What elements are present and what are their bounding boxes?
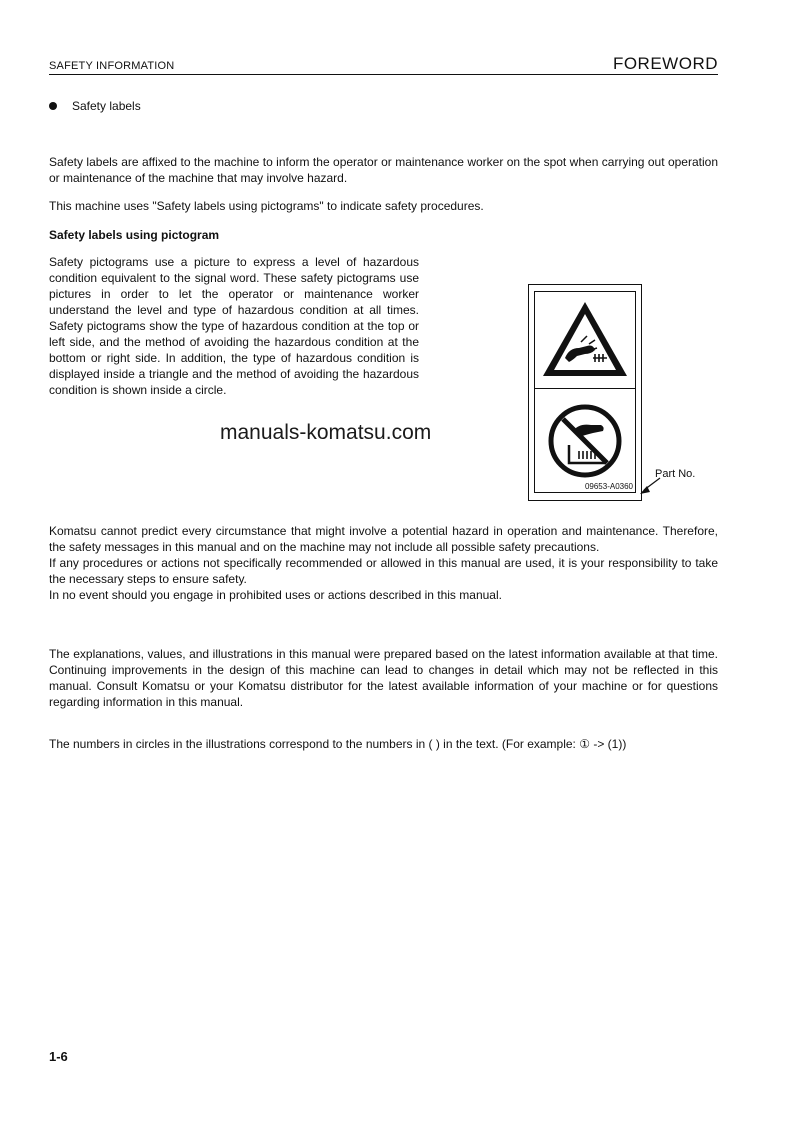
explanations-paragraph — [49, 646, 718, 710]
part-no-callout: Part No. — [655, 468, 696, 480]
disclaimer-text-2: If any procedures or actions not specifically recommended or allowed in this manual are used, it is your responsibility to take the necessary steps to ensure safety. — [49, 556, 718, 586]
explanations-text: The explanations, values, and illustrations in this manual were prepared based on the latest information available at that time. Continuing improvements in the design of this machine can lead to changes in detail which may not be reflected in this manual. Consult Komatsu or your Komatsu distributor for the latest available information of your machine or for questions regarding information in this manual. — [49, 647, 718, 709]
prohibition-circle-icon — [535, 389, 635, 493]
intro-paragraph-1 — [49, 154, 718, 186]
chapter-title: FOREWORD — [612, 54, 718, 73]
header-rule — [49, 74, 718, 75]
safety-label-figure — [528, 284, 642, 501]
numbers-note-paragraph — [49, 736, 718, 752]
hazard-triangle-icon — [535, 292, 635, 388]
bullet-heading — [49, 99, 141, 113]
page-number: 1-6 — [49, 1049, 68, 1064]
watermark-link[interactable]: manuals-komatsu.com — [220, 421, 432, 444]
safety-label-inner — [534, 291, 636, 493]
pictogram-body: Safety pictograms use a picture to express a level of hazardous condition equivalent to the signal word. These safety pictograms use pictures in order to let the operator or maintenance worker understand the level and type of hazardous condition at all times. Safety pictograms show the type of hazardous condition at the top or left side, and the method of avoiding the hazardous condition at the bottom or right side. In addition, the type of hazardous condition is displayed inside a triangle and the method of avoiding the hazardous condition is shown inside a circle. — [49, 255, 419, 397]
disclaimer-block — [49, 523, 718, 603]
disclaimer-text-1: Komatsu cannot predict every circumstance that might involve a potential hazard in operation and maintenance. Therefore, the safety messages in this manual and on the machine may not include all possible safety precautions. — [49, 524, 718, 554]
numbers-note-text: The numbers in circles in the illustrations correspond to the numbers in ( ) in the text. (For example: ① -> (1)) — [49, 737, 627, 751]
section-title: SAFETY INFORMATION — [49, 60, 175, 72]
intro-text-1: Safety labels are affixed to the machine to inform the operator or maintenance worker on the spot when carrying out operation or maintenance of the machine that may involve hazard. — [49, 155, 718, 185]
part-code: 09653-A0360 — [584, 482, 633, 491]
pictogram-heading: Safety labels using pictogram — [49, 228, 220, 242]
intro-text-2: This machine uses "Safety labels using pictograms" to indicate safety procedures. — [49, 199, 484, 213]
intro-paragraph-2 — [49, 198, 718, 214]
bullet-icon — [49, 102, 57, 110]
disclaimer-text-3: In no event should you engage in prohibited uses or actions described in this manual. — [49, 588, 502, 602]
bullet-heading-text: Safety labels — [72, 99, 141, 113]
